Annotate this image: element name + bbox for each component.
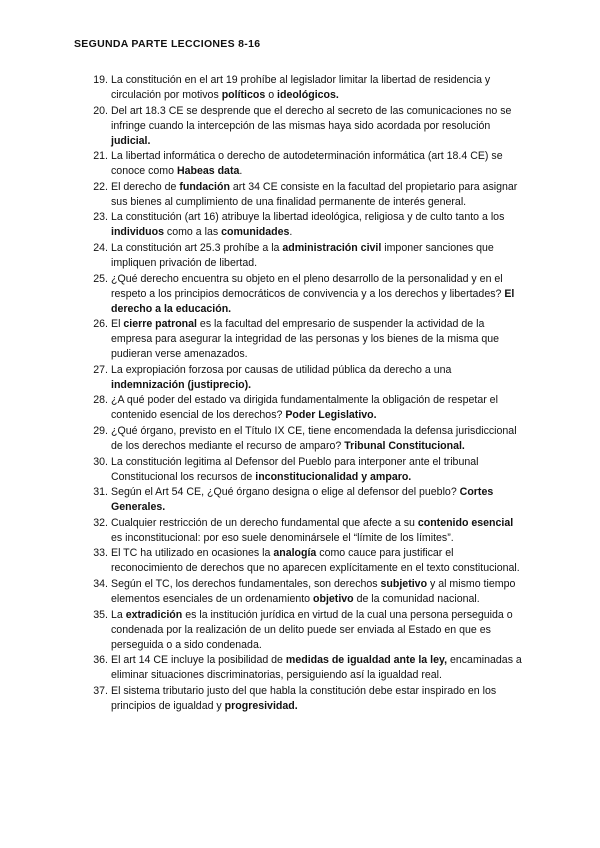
list-item (88, 684, 524, 714)
text-segment: es la institución jurídica en virtud de la cual una persona perseguida o condenada por la realización de un delito puede ser enviada al Estado en que es perseguida o a sido condenada. (111, 608, 513, 651)
item-text (111, 516, 524, 546)
item-text (111, 684, 524, 714)
item-number: 33. (93, 547, 108, 560)
text-segment: El derecho de (111, 180, 180, 193)
item-number: 36. (93, 654, 108, 667)
answer-emphasis: cierre patronal (123, 318, 197, 331)
text-segment: El sistema tributario justo del que habla la constitución debe estar inspirado en los principios de igualdad y (111, 684, 497, 712)
text-segment: La constitución legitima al Defensor del Pueblo para interponer ante el tribunal Constitucional los recursos de (111, 455, 479, 483)
answer-emphasis: progresividad. (224, 699, 298, 712)
answer-emphasis: El derecho a la educación. (111, 287, 515, 315)
item-number: 34. (93, 577, 108, 590)
list-item (88, 73, 524, 103)
item-number: 23. (93, 211, 108, 224)
answer-emphasis: analogía (273, 547, 317, 560)
list-item (88, 393, 524, 423)
item-text (111, 241, 524, 271)
item-text (111, 393, 524, 423)
list-item (88, 608, 524, 653)
text-segment: El art 14 CE incluye la posibilidad de (111, 654, 286, 667)
answer-emphasis: objetivo (313, 592, 354, 605)
list-item (88, 546, 524, 576)
item-text (111, 577, 524, 607)
item-number: 37. (93, 684, 108, 697)
text-segment: . (289, 226, 293, 239)
answer-emphasis: medidas de igualdad ante la ley, (285, 654, 448, 667)
answer-emphasis: comunidades (221, 226, 290, 239)
list-item (88, 149, 524, 179)
text-segment: ¿Qué órgano, previsto en el Título IX CE, tiene encomendada la defensa jurisdiccional de los derechos mediante el recurso de amparo? (111, 424, 517, 452)
item-text (111, 180, 524, 210)
text-segment: Según el TC, los derechos fundamentales, son derechos (111, 577, 381, 590)
list-item (88, 485, 524, 515)
item-number: 25. (93, 272, 108, 285)
item-text (111, 149, 524, 179)
text-segment: La constitución art 25.3 prohíbe a la (111, 241, 283, 254)
item-number: 31. (93, 486, 108, 499)
answer-emphasis: indemnización (justiprecio). (111, 378, 252, 391)
text-segment: como cauce para justificar el reconocimiento de derechos que no aparecen explícitamente en el texto constitucional. (111, 547, 520, 575)
item-text (111, 363, 524, 393)
answer-emphasis: extradición (125, 608, 183, 621)
item-number: 19. (93, 74, 108, 86)
list-item (88, 180, 524, 210)
text-segment: La constitución (art 16) atribuye la libertad ideológica, religiosa y de culto tanto a los (111, 211, 505, 224)
text-segment: . (239, 165, 243, 178)
item-text (111, 653, 524, 683)
list-item (88, 317, 524, 362)
answer-emphasis: políticos (221, 89, 266, 101)
item-text (111, 455, 524, 485)
list-item (88, 104, 524, 149)
text-segment: de la comunidad nacional. (353, 592, 480, 605)
item-number: 21. (93, 150, 108, 163)
answer-emphasis: administración civil (282, 241, 382, 254)
item-number: 26. (93, 318, 108, 331)
answer-emphasis: Tribunal Constitucional. (344, 439, 465, 452)
text-segment: El (111, 318, 124, 331)
text-segment: art 34 CE consiste en la facultad del propietario para asignar sus bienes al cumplimiento de una finalidad permanente de interés general. (111, 180, 518, 208)
item-text (111, 272, 524, 317)
item-number: 28. (93, 394, 108, 407)
text-segment: Cualquier restricción de un derecho fundamental que afecte a su (111, 516, 418, 529)
answer-emphasis: Cortes Generales. (111, 486, 494, 514)
item-number: 20. (93, 104, 108, 117)
list-item (88, 363, 524, 393)
answer-emphasis: inconstitucionalidad y amparo. (255, 470, 412, 483)
text-segment: encaminadas a eliminar situaciones discriminatorias, persiguiendo así la igualdad real. (111, 654, 522, 682)
text-segment: El TC ha utilizado en ocasiones la (111, 547, 274, 560)
item-number: 35. (93, 608, 108, 621)
item-number: 24. (93, 241, 108, 254)
item-text (111, 317, 524, 362)
document-title: SEGUNDA PARTE LECCIONES 8-16 (74, 38, 261, 50)
text-segment: y al mismo tiempo elementos esenciales de un ordenamiento (111, 577, 516, 605)
answer-emphasis: individuos (111, 226, 164, 239)
text-segment: La expropiación forzosa por causas de utilidad pública da derecho a una (111, 363, 452, 376)
text-segment: Según el Art 54 CE, ¿Qué órgano designa o elige al defensor del pueblo? (111, 486, 460, 499)
question-list (88, 73, 524, 714)
text-segment: La libertad informática o derecho de autodeterminación informática (art 18.4 CE) se conoce como (111, 150, 503, 178)
item-text (111, 104, 524, 149)
item-text (111, 424, 524, 454)
item-text (111, 485, 524, 515)
text-segment: imponer sanciones que impliquen privación de libertad. (111, 241, 494, 269)
item-number: 30. (93, 455, 108, 468)
item-text (111, 210, 524, 240)
text-segment: es inconstitucional: por eso suele denominársele el “límite de los límites”. (111, 531, 454, 544)
text-segment: ¿Qué derecho encuentra su objeto en el pleno desarrollo de la personalidad y en el respeto a los principios democráticos de convivencia y a los derechos y libertades? (111, 272, 505, 300)
answer-emphasis: ideológicos. (277, 89, 339, 101)
item-text (111, 608, 524, 653)
text-segment: La constitución en el art 19 prohíbe al legislador limitar la libertad de residencia y circulación por motivos (111, 74, 491, 101)
text-segment: Del art 18.3 CE se desprende que el derecho al secreto de las comunicaciones no se infringe cuando la intercepción de las mismas haya sido acordada por resolución (111, 104, 512, 132)
item-number: 22. (93, 180, 108, 193)
text-segment: o (265, 89, 278, 101)
item-number: 32. (93, 516, 108, 529)
answer-emphasis: judicial. (111, 134, 151, 147)
text-segment: es la facultad del empresario de suspender la actividad de la empresa para asegurar la integridad de las personas y los bienes de la misma que pudieran verse amenazados. (111, 318, 500, 361)
list-item (88, 516, 524, 546)
text-segment: ¿A qué poder del estado va dirigida fundamentalmente la obligación de respetar el contenido esencial de los derechos? (111, 394, 498, 422)
list-item (88, 424, 524, 454)
text-segment: como a las (163, 226, 222, 239)
item-number: 29. (93, 424, 108, 437)
item-text (111, 546, 524, 576)
answer-emphasis: Habeas data (176, 165, 240, 178)
item-number: 27. (93, 363, 108, 376)
list-item (88, 653, 524, 683)
answer-emphasis: Poder Legislativo. (285, 409, 377, 422)
answer-emphasis: subjetivo (380, 577, 428, 590)
text-segment: La (111, 608, 126, 621)
answer-emphasis: fundación (179, 180, 230, 193)
item-text (111, 73, 524, 103)
list-item (88, 210, 524, 240)
list-item (88, 455, 524, 485)
list-item (88, 241, 524, 271)
list-item (88, 577, 524, 607)
answer-emphasis: contenido esencial (417, 516, 514, 529)
list-item (88, 272, 524, 317)
